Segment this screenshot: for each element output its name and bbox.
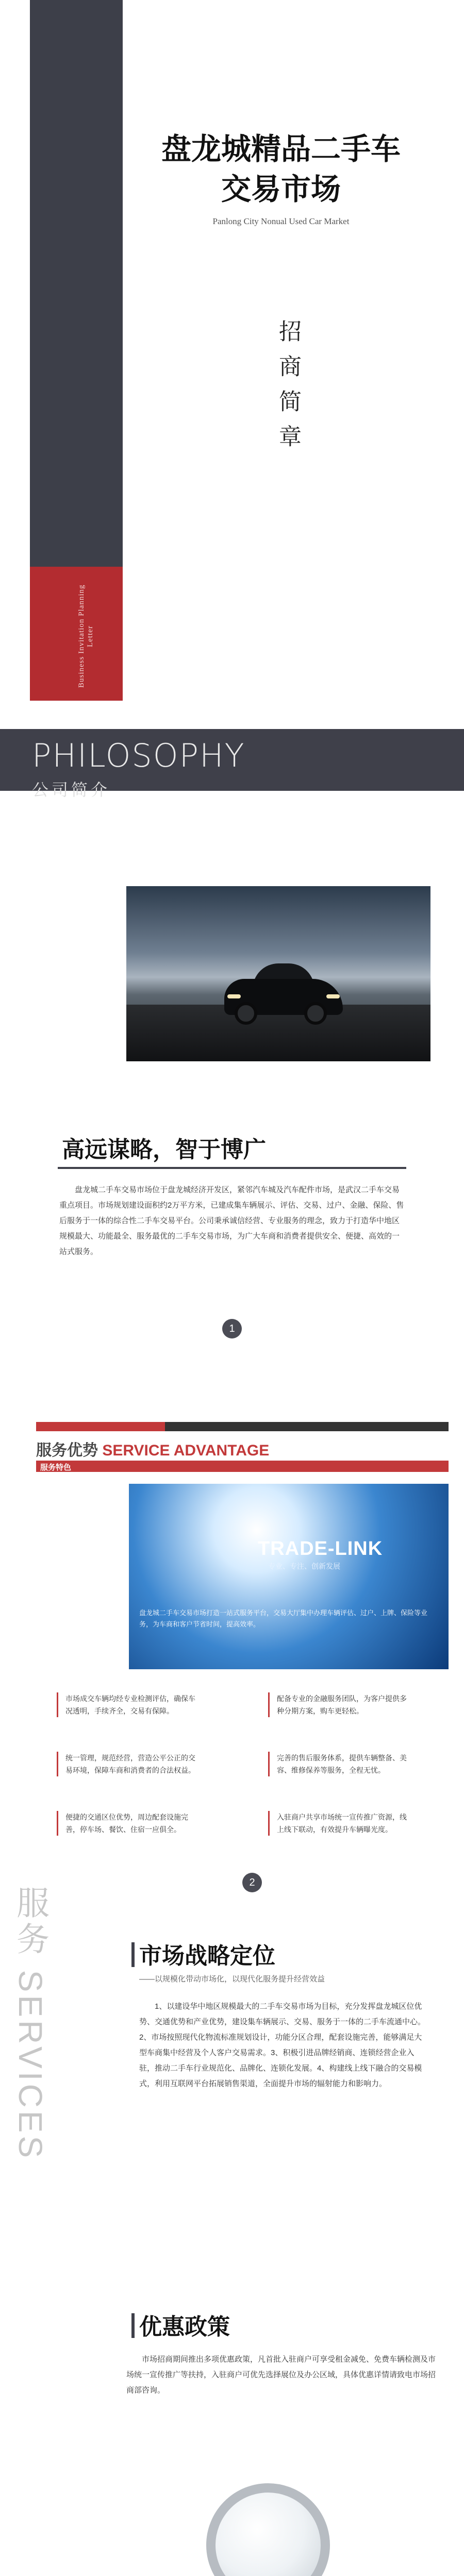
advantage-banner [129,1484,449,1669]
advantage-title-cn: 服务优势 [36,1442,98,1459]
advantage-card-1: 市场成交车辆均经专业检测评估，确保车况透明，手续齐全，交易有保障。 [57,1692,201,1717]
cover-vertical-english: Business Invitation Planning Letter [77,584,94,688]
features-label: 服务特色 [40,1463,72,1472]
advantage-card-2: 配备专业的金融服务团队，为客户提供多种分期方案，购车更轻松。 [268,1692,412,1717]
cover-title-line2: 交易市场 [221,172,341,207]
advantage-title-en: SERVICE ADVANTAGE [102,1442,270,1459]
cover-dark-panel [30,0,123,567]
advantage-card-3: 统一管理，规范经营，营造公平公正的交易环境，保障车商和消费者的合法权益。 [57,1752,201,1776]
intro-header-en: PHILOSOPHY [32,737,245,774]
banner-tagline: 专业、专注、创新发展 [268,1562,340,1570]
car-headlight-right [326,994,340,998]
market-body: 1、以建设华中地区规模最大的二手车交易市场为目标，充分发挥盘龙城区位优势、交通优势和产业优势，建设集车辆展示、交易、服务于一体的二手车流通中心。2、市场按照现代化物流标准规划设计，功能分区合理，配套设施完善，能够满足大型车商集中经营及个人客户交易需求。3、积极引进品牌经销商、连锁经营企业入驻，推动二手车行业规范化、品牌化、连锁化发展。4、构建线上线下融合的交易模式，利用互联网平台拓展销售渠道，全面提升市场的辐射能力和影响力。 [139,2002,426,2088]
policy-heading: 优惠政策 [139,2314,230,2340]
banner-brand: TRADE-LINK [258,1538,383,1560]
market-heading-bar [131,1942,135,1967]
cover-title [129,129,433,209]
intro-body-text: 盘龙城二手车交易市场位于盘龙城经济开发区，紧邻汽车城及汽车配件市场，是武汉二手车交易重点项目。市场规划建设面积约2万平方米，已建成集车辆展示、评估、交易、过户、金融、保险、售后服务于一体的综合性二手车交易平台。公司秉承诚信经营、专业服务的理念，致力于打造华中地区规模最大、功能最全、服务最优的二手车交易市场，为广大车商和消费者提供安全、便捷、高效的一站式服务。 [59,1185,404,1256]
page-number-2: 2 [242,1873,262,1892]
intro-header-cn: 公司简介 [32,781,111,799]
cover-title-line1: 盘龙城精品二手车 [161,131,401,166]
car-wheel-front [235,1002,257,1025]
services-vertical-label: 服务 SERVICES [12,1886,49,2161]
features-bar [36,1461,449,1472]
advantage-top-bar-accent [36,1422,165,1431]
advantage-title [36,1437,269,1460]
policy-heading-bar [131,2313,135,2338]
cover-subtitle: Panlong City Nonual Used Car Market [212,216,350,226]
intro-heading: 高远谋略，智于博广 [62,1137,266,1162]
market-subheading: ——以规模化带动市场化，以现代化服务提升经营效益 [139,1975,325,1984]
cover-doc-type: 招商简章 [275,319,301,460]
advantage-card-6: 入驻商户共享市场统一宣传推广资源，线上线下联动，有效提升车辆曝光度。 [268,1811,412,1836]
advantage-card-5: 便捷的交通区位优势，周边配套设施完善，停车场、餐饮、住宿一应俱全。 [57,1811,201,1836]
car-headlight-left [227,994,241,998]
policy-body: 市场招商期间推出多项优惠政策，凡首批入驻商户可享受租金减免、免费车辆检测及市场统一宣传推广等扶持，入驻商户可优先选择展位及办公区域，具体优惠详情请致电市场招商部咨询。 [126,2355,436,2395]
page-number-1: 1 [222,1319,242,1338]
market-heading: 市场战略定位 [139,1943,275,1969]
car-wheel-rear [304,1002,327,1025]
sports-car-photo [126,886,430,1061]
intro-divider [58,1167,406,1169]
advantage-card-4: 完善的售后服务体系，提供车辆整备、美容、维修保养等服务，全程无忧。 [268,1752,412,1776]
magnifier-icon [206,2483,330,2576]
banner-text: 盘龙城二手车交易市场打造一站式服务平台，交易大厅集中办理车辆评估、过户、上牌、保险等业务，为车商和客户节省时间，提高效率。 [139,1609,428,1628]
